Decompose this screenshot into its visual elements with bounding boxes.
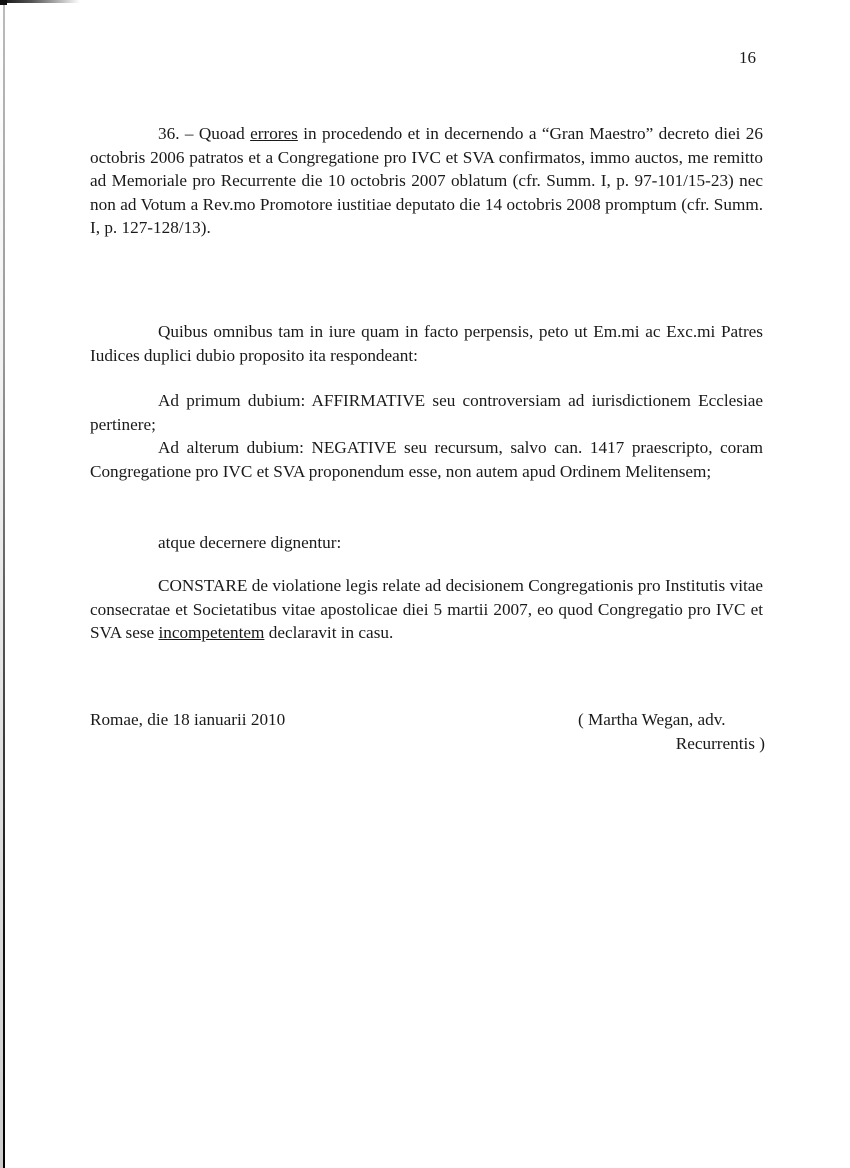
signature-block (578, 708, 765, 755)
underlined-errores: errores (250, 124, 298, 143)
scan-top-edge (0, 0, 80, 3)
paragraph-constare-body: CONSTARE de violatione legis relate ad decisionem Congregationis pro Institutis vitae consecratae et Societatibus vitae apostolicae diei 5 martii 2007, eo quod Congregatio pro IVC et SVA sese (90, 576, 763, 642)
scan-left-edge (3, 5, 5, 1168)
underlined-incompetentem: incompetentem (158, 623, 265, 642)
paragraph-36 (90, 122, 763, 240)
scan-corner-mark (0, 0, 7, 5)
paragraph-atque: atque decernere dignentur: (158, 533, 342, 552)
place-date: Romae, die 18 ianuarii 2010 (90, 710, 286, 729)
paragraph-constare-tail: declaravit in casu. (264, 623, 394, 642)
dubium-primum: Ad primum dubium: AFFIRMATIVE seu controversiam ad iurisdictionem Ecclesiae pertinere; (90, 391, 763, 434)
signature-name-line-1: ( Martha Wegan, adv. (578, 710, 726, 729)
signature-name-line-2: Recurrentis ) (675, 733, 765, 753)
paragraph-36-body: in procedendo et in decernendo a “Gran Maestro” decreto diei 26 octobris 2006 patratos et a Congregatione pro IVC et SVA confirmatos, immo auctos, me remitto ad Memoriale pro Recurrente die 10 octobris 2007 oblatum (cfr. Summ. I, p. 97-101/15-23) nec non ad Votum a Rev.mo Promotore iustitiae deputato die 14 octobris 2008 promptum (cfr. Summ. I, p. 127-128/13). (90, 124, 763, 237)
paragraph-quibus: Quibus omnibus tam in iure quam in facto perpensis, peto ut Em.mi ac Exc.mi Patres Iudices duplici dubio proposito ita respondeant: (90, 322, 763, 365)
page-number: 16 (739, 48, 756, 67)
dubium-alterum: Ad alterum dubium: NEGATIVE seu recursum, salvo can. 1417 praescripto, coram Congregatione pro IVC et SVA proponendum esse, non autem apud Ordinem Melitensem; (90, 438, 763, 481)
paragraph-36-lead: 36. – Quoad (158, 124, 251, 143)
paragraph-constare (90, 574, 763, 645)
